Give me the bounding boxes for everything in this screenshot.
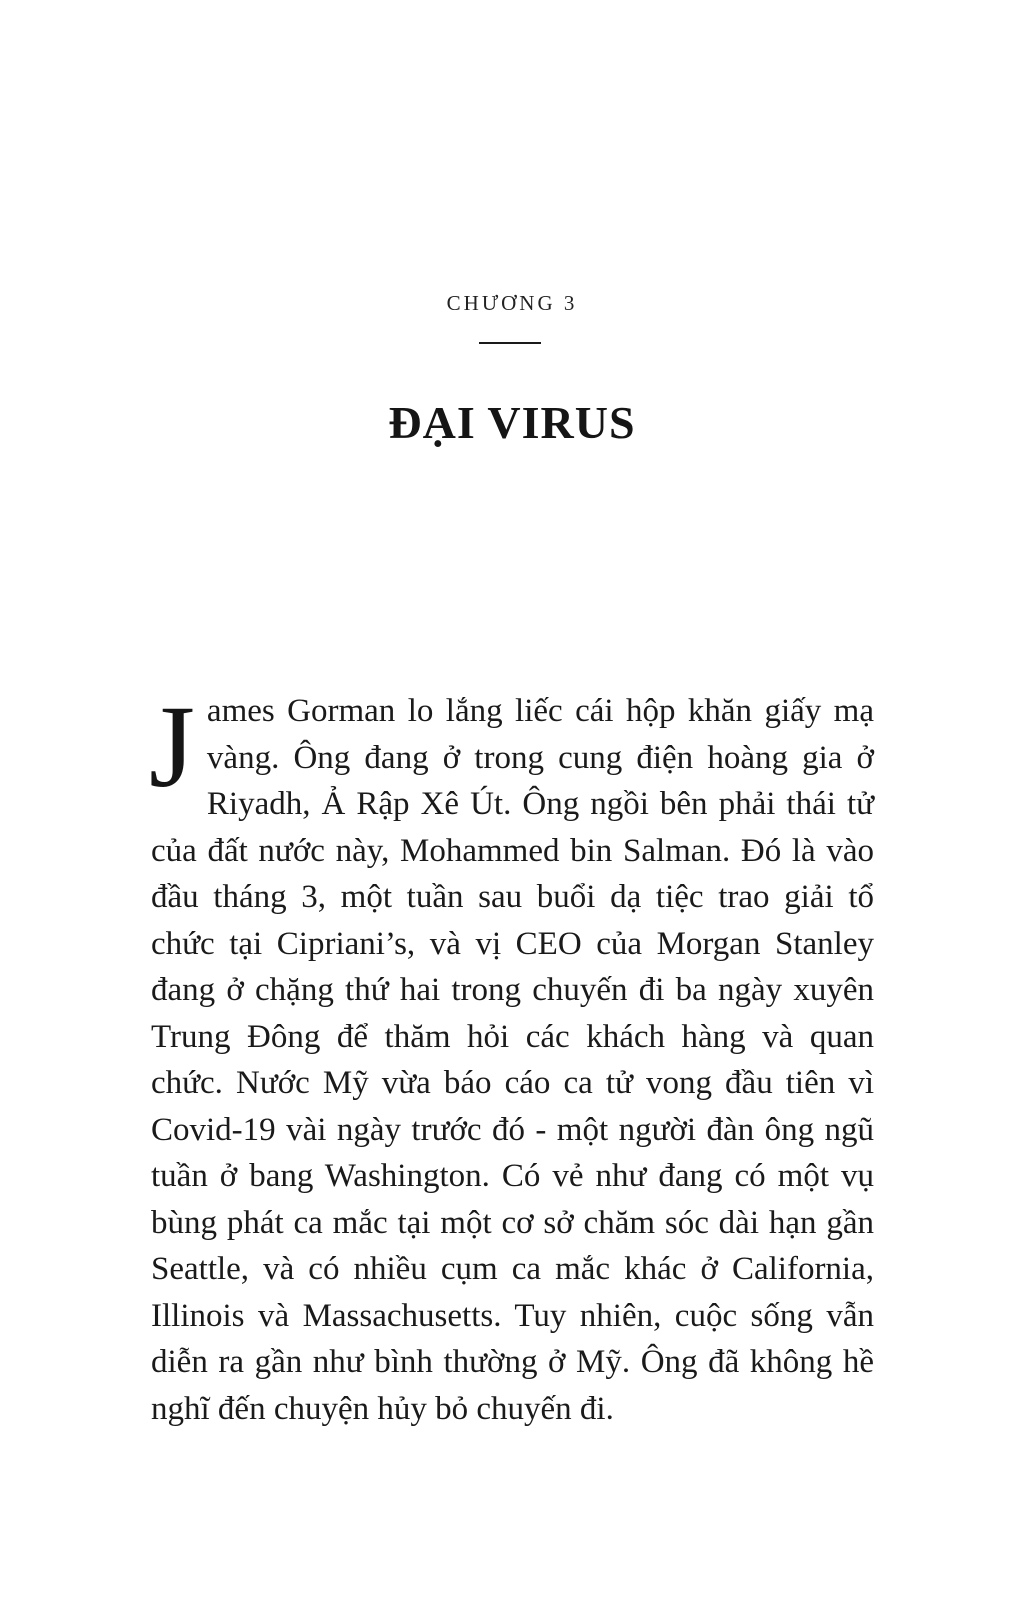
body-text: ames Gorman lo lắng liếc cái hộp khăn giấy mạ vàng. Ông đang ở trong cung điện hoàng gia ở Riyadh, Ả Rập Xê Út. Ông ngồi bên phải thái tử của đất nước này, Mohammed bin Salman. Đó là vào đầu tháng 3, một tuần sau buổi dạ tiệc trao giải tổ chức tại Cipriani’s, và vị CEO của Morgan Stanley đang ở chặng thứ hai trong chuyến đi ba ngày xuyên Trung Đông để thăm hỏi các khách hàng và quan chức. Nước Mỹ vừa báo cáo ca tử vong đầu tiên vì Covid-19 vài ngày trước đó - một người đàn ông ngũ tuần ở bang Washington. Có vẻ như đang có một vụ bùng phát ca mắc tại một cơ sở chăm sóc dài hạn gần Seattle, và có nhiều cụm ca mắc khác ở California, Illinois và Massachusetts. Tuy nhiên, cuộc sống vẫn diễn ra gần như bình thường ở Mỹ. Ông đã không hề nghĩ đến chuyện hủy bỏ chuyến đi. xyxy=(151,693,874,1427)
chapter-divider xyxy=(479,342,541,344)
chapter-label: CHƯƠNG 3 xyxy=(446,291,578,315)
drop-cap: J xyxy=(149,681,195,812)
chapter-title: ĐẠI VIRUS xyxy=(388,397,636,448)
body-paragraph xyxy=(149,681,874,1432)
